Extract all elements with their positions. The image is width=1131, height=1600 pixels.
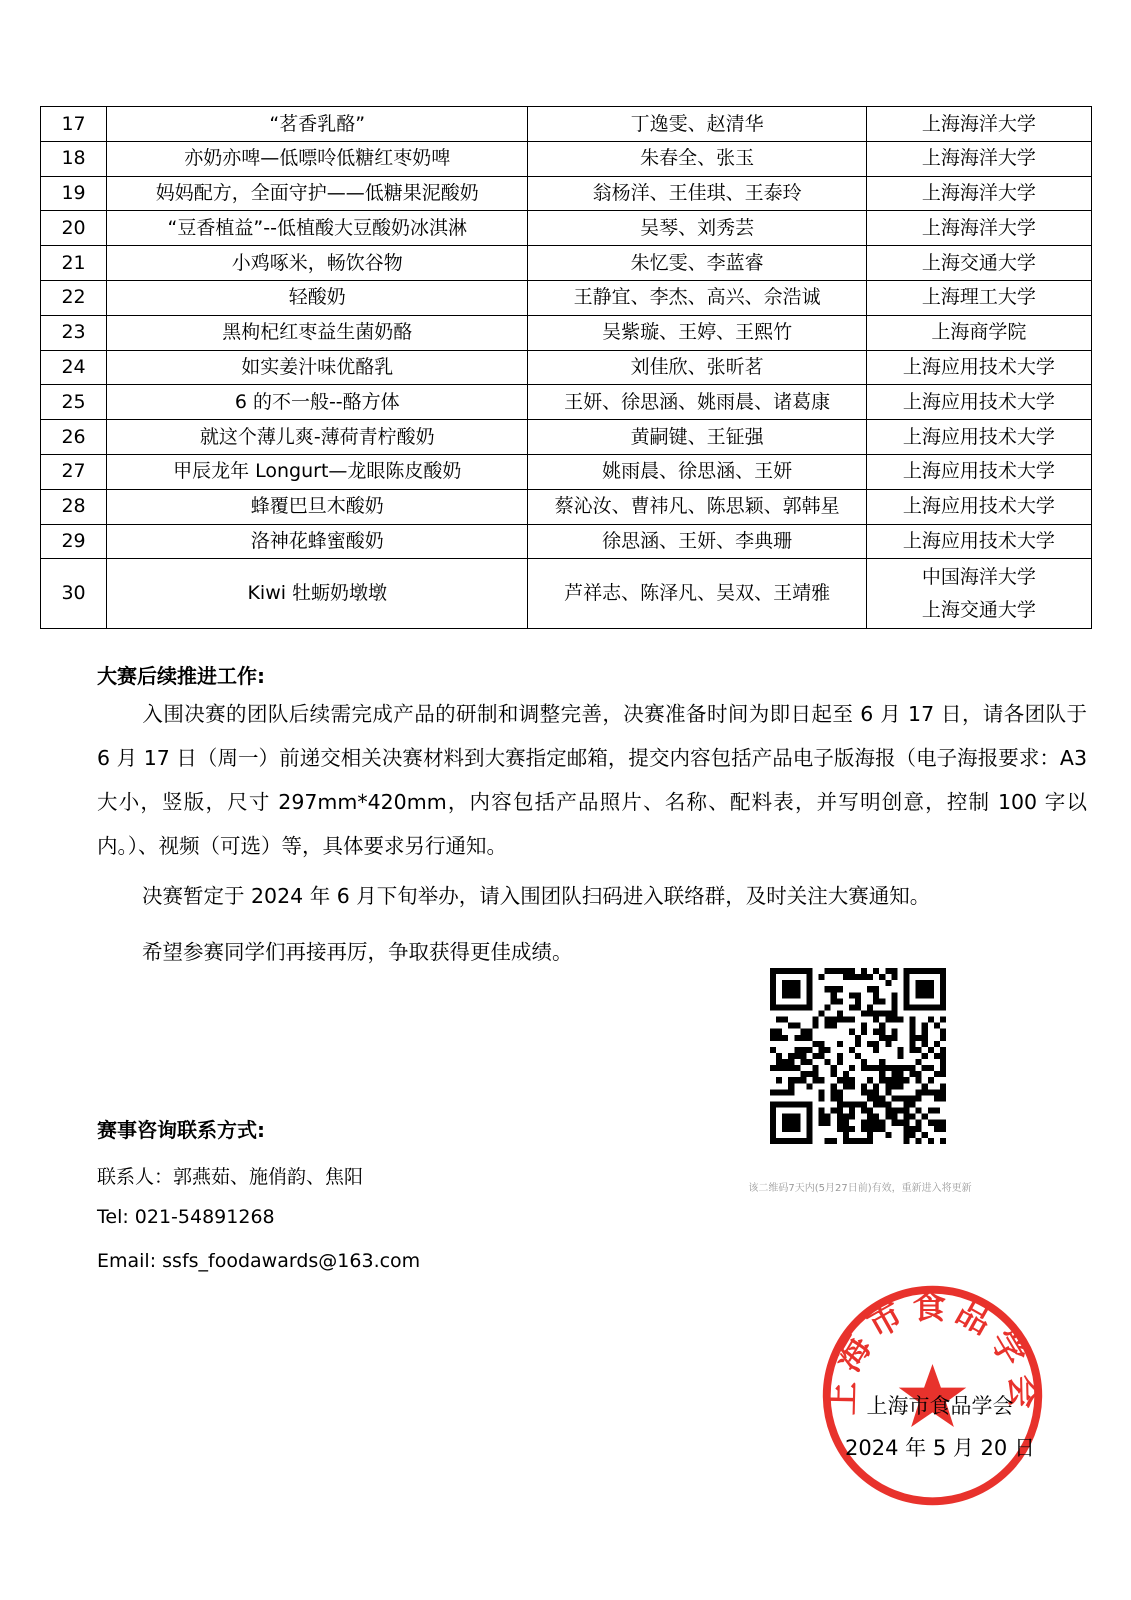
followup-title: 大赛后续推进工作:	[97, 664, 265, 688]
results-table	[40, 106, 1092, 629]
table-row	[41, 524, 1092, 559]
school	[866, 385, 1091, 420]
team-members: 朱春全、张玉	[528, 141, 866, 176]
product-name: Kiwi 牡蛎奶墩墩	[107, 559, 528, 629]
school-name: 上海应用技术大学	[902, 390, 1055, 413]
followup-paragraph-2: 决赛暂定于 2024 年 6 月下旬举办，请入围团队扫码进入联络群，及时关注大赛通知。	[142, 884, 931, 908]
product-name: 6 的不一般--酪方体	[107, 385, 528, 420]
contact-persons: 联系人：郭燕茹、施俏韵、焦阳	[97, 1166, 364, 1188]
row-number: 30	[41, 559, 107, 629]
school-name: 中国海洋大学	[921, 566, 1036, 589]
product-name: 如实姜汁味优酪乳	[107, 350, 528, 385]
row-number: 19	[41, 176, 107, 211]
school	[866, 420, 1091, 455]
row-number: 21	[41, 246, 107, 281]
followup-paragraph-1: 入围决赛的团队后续需完成产品的研制和调整完善，决赛准备时间为即日起至 6 月 17 日，请各团队于 6 月 17 日（周一）前递交相关决赛材料到大赛指定邮箱，提交内容包括产品电子版海报（电子海报要求：A3 大小，竖版，尺寸 297mm*420mm，内容包括产品照片、名称、配料表，并写明创意，控制 100 字以内。）、视频（可选）等，具体要求另行通知。	[97, 702, 1087, 858]
table-row	[41, 176, 1092, 211]
school	[866, 176, 1091, 211]
seal-text: 上海市食品学会	[822, 1287, 1043, 1416]
school	[866, 280, 1091, 315]
row-number: 26	[41, 420, 107, 455]
table-row	[41, 141, 1092, 176]
school-name: 上海海洋大学	[921, 147, 1036, 170]
school-name: 上海应用技术大学	[902, 495, 1055, 518]
group-qr-code[interactable]	[770, 968, 946, 1144]
followup-paragraph-3: 希望参赛同学们再接再厉，争取获得更佳成绩。	[142, 940, 573, 964]
product-name: 蜂覆巴旦木酸奶	[107, 489, 528, 524]
school	[866, 454, 1091, 489]
row-number: 20	[41, 211, 107, 246]
school	[866, 246, 1091, 281]
team-members: 翁杨洋、王佳琪、王泰玲	[528, 176, 866, 211]
product-name: “豆香植益”--低植酸大豆酸奶冰淇淋	[107, 211, 528, 246]
school-name: 上海应用技术大学	[902, 530, 1055, 553]
product-name: 小鸡啄米，畅饮谷物	[107, 246, 528, 281]
product-name: 轻酸奶	[107, 280, 528, 315]
team-members: 黄嗣键、王钲强	[528, 420, 866, 455]
row-number: 17	[41, 107, 107, 142]
row-number: 18	[41, 141, 107, 176]
team-members: 姚雨晨、徐思涵、王妍	[528, 454, 866, 489]
row-number: 24	[41, 350, 107, 385]
school	[866, 524, 1091, 559]
table-row	[41, 246, 1092, 281]
table-row	[41, 420, 1092, 455]
product-name: 亦奶亦啤—低嘌呤低糖红枣奶啤	[107, 141, 528, 176]
school	[866, 141, 1091, 176]
table-row	[41, 559, 1092, 629]
school	[866, 107, 1091, 142]
school-name: 上海交通大学	[921, 598, 1036, 621]
contact-title: 赛事咨询联系方式:	[97, 1118, 265, 1142]
team-members: 丁逸雯、赵清华	[528, 107, 866, 142]
school	[866, 211, 1091, 246]
team-members: 王妍、徐思涵、姚雨晨、诸葛康	[528, 385, 866, 420]
school-name: 上海商学院	[931, 321, 1027, 344]
school-name: 上海理工大学	[921, 286, 1036, 309]
school	[866, 489, 1091, 524]
team-members: 徐思涵、王妍、李典珊	[528, 524, 866, 559]
school	[866, 350, 1091, 385]
school-name: 上海海洋大学	[921, 182, 1036, 205]
product-name: 甲辰龙年 Longurt—龙眼陈皮酸奶	[107, 454, 528, 489]
contact-email[interactable]: Email: ssfs_foodawards@163.com	[97, 1250, 421, 1272]
table-row	[41, 315, 1092, 350]
team-members: 刘佳欣、张昕茗	[528, 350, 866, 385]
table-row	[41, 107, 1092, 142]
row-number: 25	[41, 385, 107, 420]
team-members: 王静宜、李杰、高兴、佘浩诚	[528, 280, 866, 315]
school	[866, 559, 1091, 629]
product-name: 黑枸杞红枣益生菌奶酪	[107, 315, 528, 350]
team-members: 芦祥志、陈泽凡、吴双、王靖雅	[528, 559, 866, 629]
qr-caption: 该二维码7天内(5月27日前)有效，重新进入将更新	[748, 1183, 972, 1194]
product-name: 妈妈配方，全面守护——低糖果泥酸奶	[107, 176, 528, 211]
row-number: 27	[41, 454, 107, 489]
team-members: 吴琴、刘秀芸	[528, 211, 866, 246]
table-row	[41, 280, 1092, 315]
school	[866, 315, 1091, 350]
table-row	[41, 385, 1092, 420]
school-name: 上海交通大学	[921, 251, 1036, 274]
signature-date: 2024 年 5 月 20 日	[845, 1436, 1035, 1460]
school-name: 上海海洋大学	[921, 112, 1036, 135]
team-members: 蔡沁汝、曹祎凡、陈思颖、郭韩星	[528, 489, 866, 524]
table-row	[41, 454, 1092, 489]
row-number: 29	[41, 524, 107, 559]
table-row	[41, 350, 1092, 385]
product-name: “茗香乳酪”	[107, 107, 528, 142]
school-name: 上海海洋大学	[921, 216, 1036, 239]
table-row	[41, 211, 1092, 246]
table-row	[41, 489, 1092, 524]
team-members: 朱忆雯、李蓝睿	[528, 246, 866, 281]
row-number: 23	[41, 315, 107, 350]
school-name: 上海应用技术大学	[902, 425, 1055, 448]
product-name: 就这个薄儿爽-薄荷青柠酸奶	[107, 420, 528, 455]
school-name: 上海应用技术大学	[902, 460, 1055, 483]
row-number: 22	[41, 280, 107, 315]
contact-tel: Tel: 021-54891268	[97, 1206, 275, 1228]
team-members: 吴紫璇、王婷、王熙竹	[528, 315, 866, 350]
product-name: 洛神花蜂蜜酸奶	[107, 524, 528, 559]
row-number: 28	[41, 489, 107, 524]
signature-org: 上海市食品学会	[866, 1394, 1014, 1418]
school-name: 上海应用技术大学	[902, 356, 1055, 379]
